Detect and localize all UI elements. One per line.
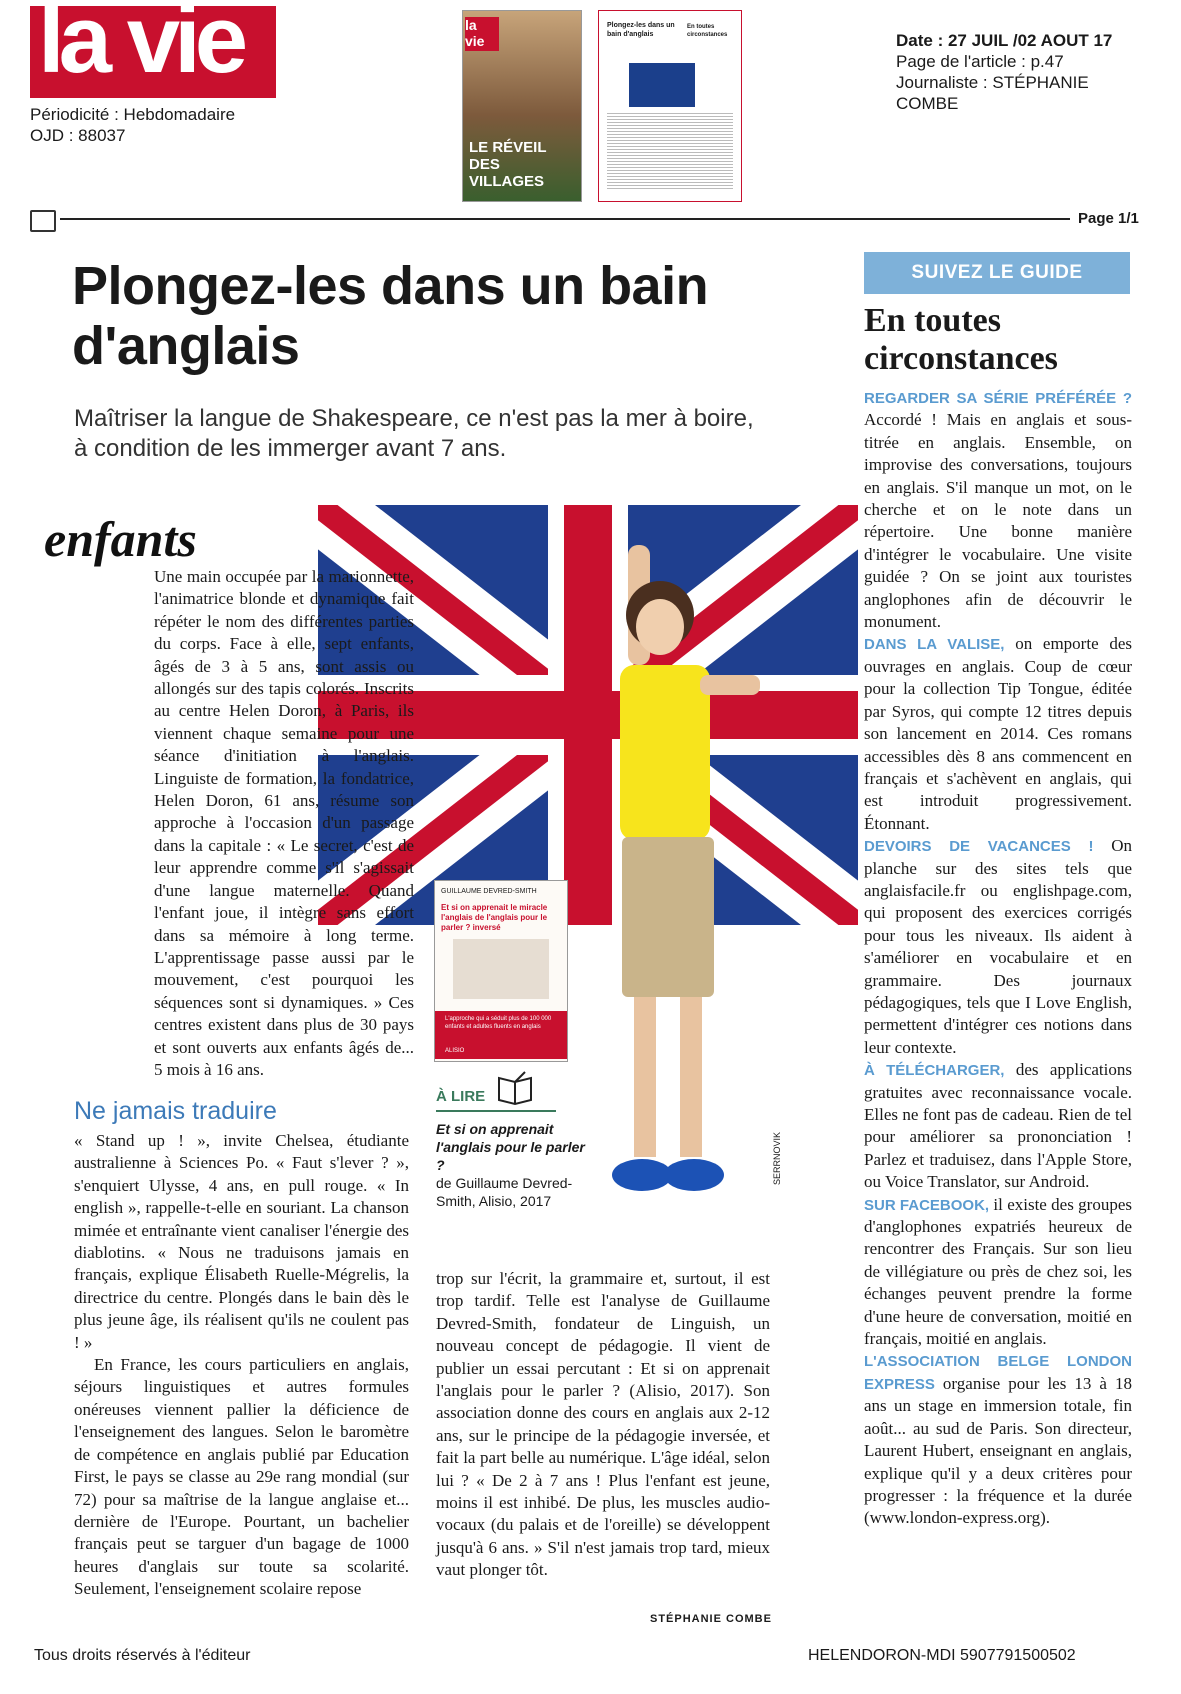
- book-details: de Guillaume Devred-Smith, Alisio, 2017: [436, 1175, 573, 1209]
- publication-meta: [30, 104, 235, 146]
- section-kicker: enfants: [44, 511, 197, 567]
- thumbnail-text-lines: [607, 111, 733, 191]
- book-title: Et si on apprenait l'anglais pour le parler ?: [436, 1121, 585, 1173]
- sidebar-body: [864, 387, 1132, 1530]
- book-cover-author: GUILLAUME DEVRED-SMITH: [441, 888, 537, 895]
- sidebar-item: L'ASSOCIATION BELGE LONDON EXPRESS organise pour les 13 à 18 ans un stage en immersion totale, fin août... au sud de Paris. Son directeur, Laurent Hubert, enseignant en anglais, explique qu'il y a deux critères pour progresser : la fréquence et la durée (www.london-express.org).: [864, 1353, 1132, 1528]
- cover-headline: LE RÉVEIL DES VILLAGES: [469, 139, 547, 190]
- sidebar-tag: SUIVEZ LE GUIDE: [864, 252, 1130, 294]
- page-number: Page 1/1: [1078, 210, 1139, 227]
- sidebar-item: SUR FACEBOOK, il existe des groupes d'anglophones expatriés heureux de rencontrer des Français. Sur son lieu de villégiature ou près de chez soi, les échanges peuvent prendre la forme d'une heure de conversation, moitié en français, moitié en anglais.: [864, 1194, 1132, 1349]
- article-paragraph-1: Une main occupée par la marionnette, l'animatrice blonde et dynamique fait répéter le nom des différentes parties du corps. Face à elle, sept enfants, âgés de 3 à 5 ans, sont assis ou allongés sur des tapis colorés. Inscrits au centre Helen Doron, à Paris, ils viennent chaque semaine pour une séance d'initiation à l'anglais. Linguiste de formation, la fondatrice, Helen Doron, 61 ans, résume son approche à l'occasion d'un passage dans la capitale : « Le secret, c'est de leur apprendre comme s'il s'agissait d'une langue maternelle. Quand l'enfant joue, il intègre sans effort dans sa mémoire à long terme. L'apprentissage passe aussi par le mouvement, c'est pourquoi les séquences sont si dynamiques. » Ces centres existent dans plus de 30 pays et sont ouverts aux enfants âgés de... 5 mois à 16 ans.: [154, 567, 414, 1079]
- ojd: OJD : 88037: [30, 126, 126, 145]
- book-cover-illustration: [453, 939, 549, 999]
- article-journalist: Journaliste : STÉPHANIE COMBE: [896, 73, 1089, 113]
- photo-credit: SERRNOVIK: [772, 1131, 782, 1185]
- article-deck: Maîtriser la langue de Shakespeare, ce n'est pas la mer à boire, à condition de les immerger avant 7 ans.: [74, 405, 754, 462]
- book-icon: [30, 210, 56, 232]
- article-paragraph-4: trop sur l'écrit, la grammaire et, surtout, il est trop tardif. Telle est l'analyse de Guillaume Devred-Smith, fondateur de Linguish, un nouveau concept de pédagogie. Il vient de publier un essai percutant : Et si on apprenait l'anglais pour le parler ? (Alisio, 2017). Son association donne des cours en anglais aux 2-12 ans, sur le principe de la pédagogie inversée, et fait la part belle au numérique. L'âge idéal, selon lui ? « De 2 à 7 ans ! Plus l'enfant est jeune, moins il est inhibé. De plus, les muscles audio-vocaux (du palais et de l'oreille) se développent jusqu'à 6 ans. » S'il n'est jamais trop tard, mieux vaut plonger tôt.: [436, 1269, 770, 1580]
- article-paragraph-2: « Stand up ! », invite Chelsea, étudiante australienne à Sciences Po. « Faut s'lever ? », s'enquiert Ulysse, 4 ans, en pull rouge. « In english », rappelle-t-elle en souriant. La chanson mimée et entraînante vient canaliser l'énergie des diablotins. « Nous ne traduisons jamais en français, explique Élisabeth Ruelle-Mégrelis, la directrice du centre. Plongés dans le bain dès le plus jeune âge, ils réalisent qu'ils ne coulent pas ! »: [74, 1131, 409, 1352]
- cover-logo: la vie: [465, 17, 499, 51]
- thumbnail-flag: [629, 63, 695, 107]
- open-book-icon: [495, 1070, 535, 1106]
- sidebar-item: À TÉLÉCHARGER, des applications gratuites avec reconnaissance vocale. Elles ne font pas de cadeau. Rien de tel pour améliorer sa prononciation ! Parlez et traduisez, dans l'Apple Store, ou Voice Translator, sur Android.: [864, 1060, 1132, 1192]
- article-signature: STÉPHANIE COMBE: [650, 1613, 772, 1625]
- a-lire-rule: [436, 1110, 556, 1112]
- header-rule: [60, 218, 1070, 220]
- sidebar-item: DANS LA VALISE, on emporte des ouvrages en anglais. Coup de cœur pour la collection Tip Tongue, éditée par Syros, qui compte 12 titres depuis son lancement en 2014. Ces romans accessibles dès 8 ans commencent en français et s'achèvent en anglais, qui est introduit progressivement. Étonnant.: [864, 634, 1133, 833]
- article-headline: Plongez-les dans un bain d'anglais: [72, 256, 709, 376]
- article-paragraph-2-3: [74, 1130, 409, 1601]
- sidebar-item: REGARDER SA SÉRIE PRÉFÉRÉE ? Accordé ! Mais en anglais et sous-titrée en anglais. Ensemble, on improvise des conversations, toujours en anglais. S'il manque un mot, on le cherche et on le note dans un répertoire. Une bonne manière d'intégrer le vocabulaire. Une visite guidée ? On se joint aux touristes anglophones afin de découvrir le monument.: [864, 390, 1132, 632]
- magazine-cover: [462, 10, 582, 202]
- article-meta: [896, 30, 1146, 114]
- article-date: Date : 27 JUIL /02 AOUT 17: [896, 31, 1113, 50]
- book-reference: [436, 1120, 586, 1210]
- article-page: Page de l'article : p.47: [896, 52, 1064, 71]
- a-lire-label: À LIRE: [436, 1088, 486, 1105]
- article-paragraph-3: En France, les cours particuliers en anglais, séjours linguistiques et autres formules onéreuses viennent pallier la déficience de l'enseignement des langues. Selon le baromètre de compétence en anglais publié par Education First, le pays se classe au 29e rang mondial (sur 72) pour sa maîtrise de la langue anglaise et... dernière de l'Europe. Pourtant, un bachelier français peut se targuer d'un bagage de 1000 heures d'anglais sur toute sa scolarité. Seulement, l'enseignement scolaire repose: [74, 1355, 409, 1599]
- article-subhead: Ne jamais traduire: [74, 1097, 277, 1125]
- book-cover-band: L'approche qui a séduit plus de 100 000 enfants et adultes fluents en anglais ALISIO: [435, 1011, 567, 1059]
- sidebar-item: DEVOIRS DE VACANCES ! On planche sur des sites tels que anglaisfacile.fr ou englishpage.com, qui proposent des exercices corrigés pour tous les niveaux. Ils aident à s'améliorer en vocabulaire et en grammaire. Des journaux pédagogiques, tels que I Love English, permettent d'intégrer ces notions dans leur contexte.: [864, 836, 1132, 1057]
- periodicity: Périodicité : Hebdomadaire: [30, 105, 236, 124]
- sidebar-title: En toutes circonstances: [864, 302, 1058, 377]
- footer-code: HELENDORON-MDI 5907791500502: [808, 1647, 1076, 1664]
- boy-photo: [560, 545, 760, 1265]
- book-cover: [434, 880, 568, 1062]
- article-thumbnail: [598, 10, 742, 202]
- book-cover-title: Et si on apprenait le miracle l'anglais de l'anglais pour le parler ? inversé: [441, 903, 548, 932]
- footer-rights: Tous droits réservés à l'éditeur: [34, 1647, 251, 1664]
- la-vie-logo: la vie: [30, 6, 276, 98]
- thumbnail-side-title: En toutes circonstances: [687, 24, 728, 38]
- thumbnail-title: Plongez-les dans un bain d'anglais: [607, 22, 675, 38]
